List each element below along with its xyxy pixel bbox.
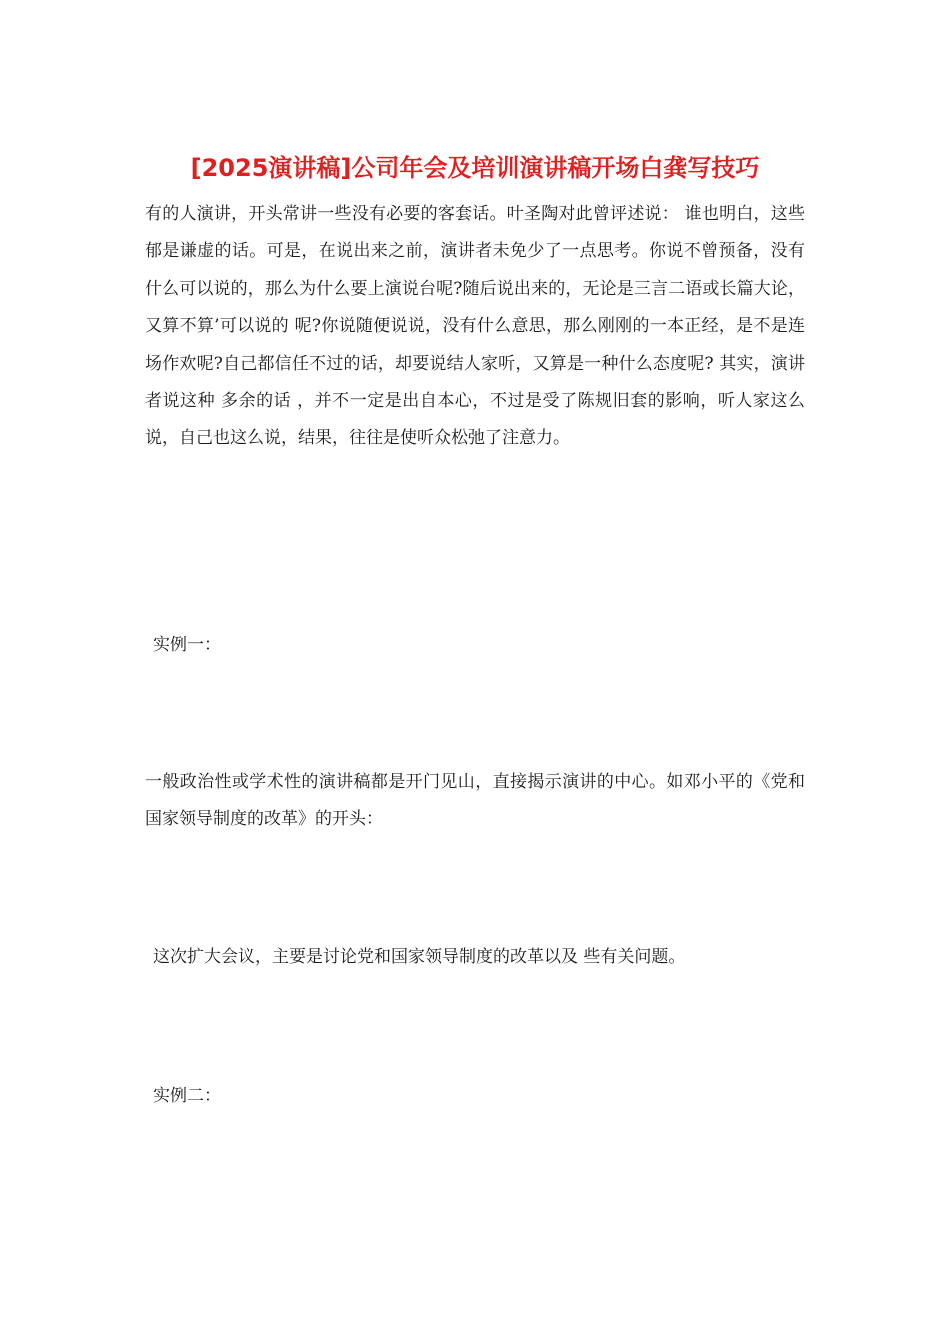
- example-one-label: 实例一：: [153, 635, 221, 655]
- example-one-paragraph: 一般政治性或学术性的演讲稿都是开门见山，直接揭示演讲的中心。如邓小平的《党和国家领导制度的改革》的开头：: [145, 772, 805, 830]
- example-two-label: 实例二：: [153, 1086, 221, 1106]
- intro-paragraph: 有的人演讲，开头常讲一些没有必要的客套话。叶圣陶对此曾评述说： 谁也明白，这些郁是谦虚的话。可是，在说出来之前，演讲者未免少了一点思考。你说不曾预备，没有什么可以说的，那么为什么要上演说台呢?随后说出来的，无论是三言二语或长篇大论，又算不算’可以说的 呢?你说随便说说，没有什么意思，那么刚刚的一本正经，是不是连场作欢呢?自己都信任不过的话，却要说结人家听，又算是一种什么态度呢? 其实，演讲者说这种 多余的话 ，并不一定是出自本心，不过是受了陈规旧套的影响，听人家这么说，自己也这么说，结果，往往是使听众松弛了注意力。: [145, 204, 805, 449]
- example-one-quote: 这次扩大会议，主要是讨论党和国家领导制度的改革以及 些有关问题。: [153, 947, 686, 967]
- document-title: [2025演讲稿]公司年会及培训演讲稿开场白龚写技巧: [190, 154, 760, 182]
